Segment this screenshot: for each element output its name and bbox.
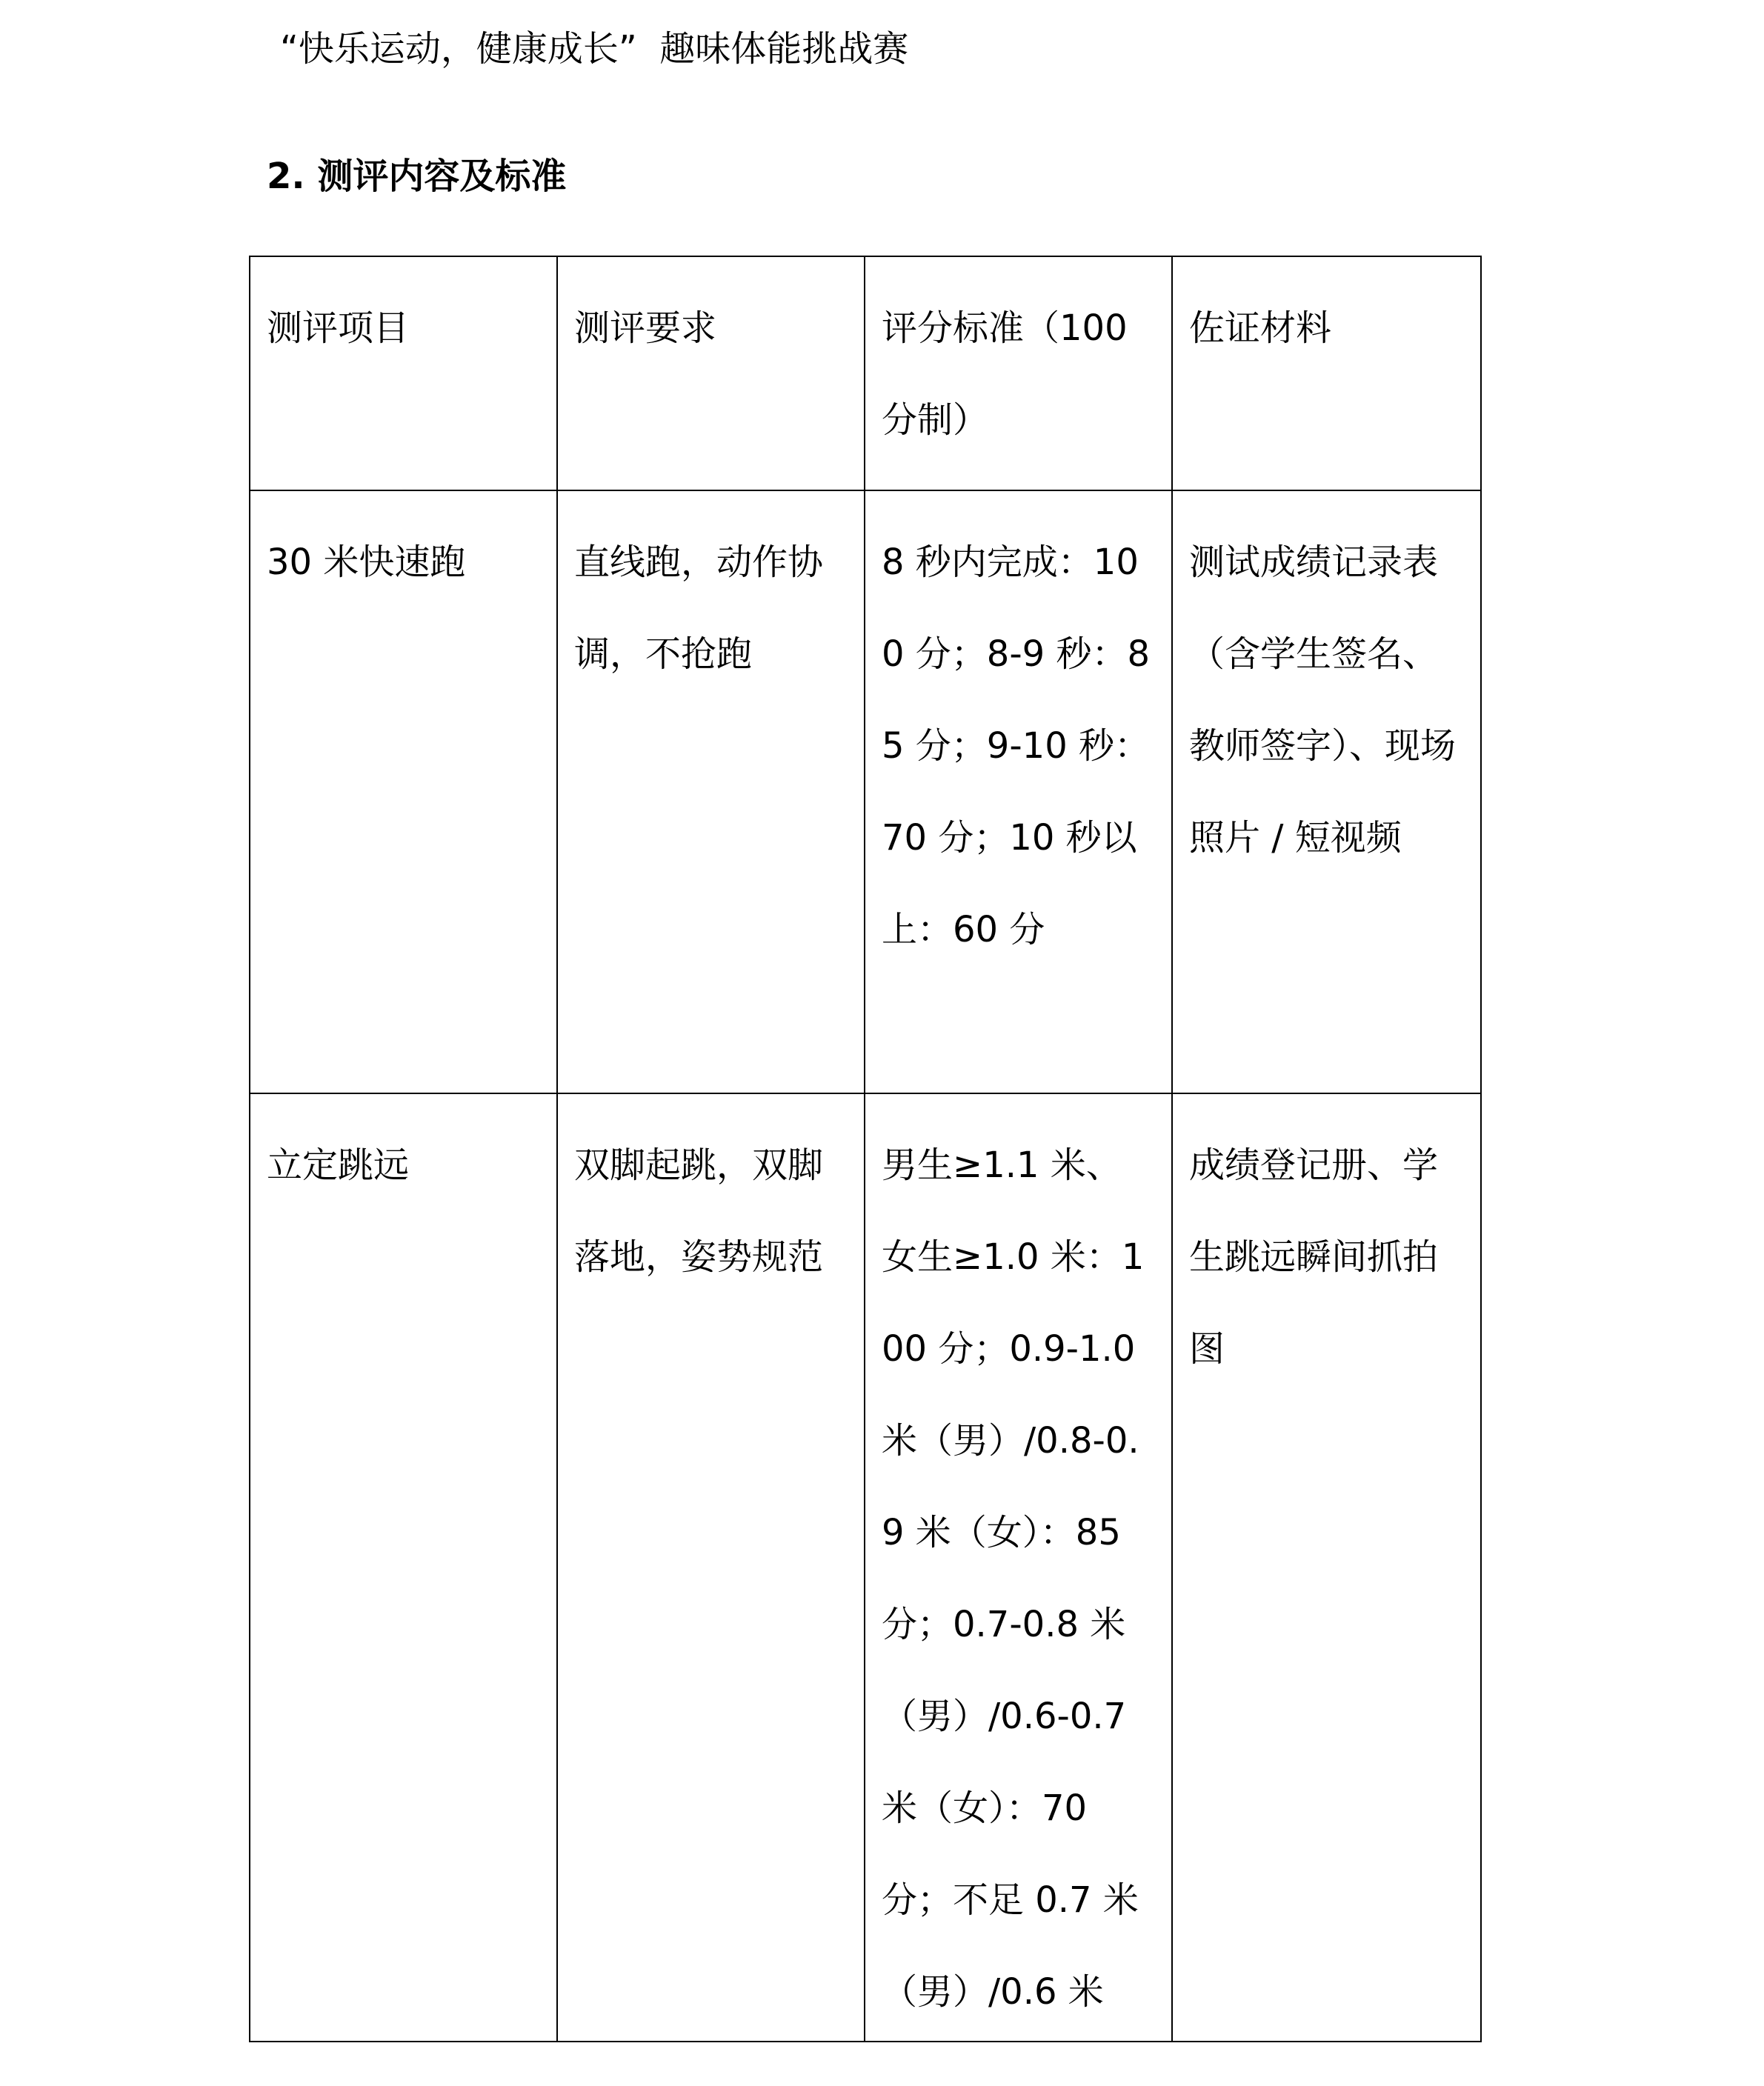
document-title: “快乐运动，健康成长” 趣味体能挑战赛 bbox=[280, 28, 909, 70]
cell-scoring: 男生≥1.1 米、女生≥1.0 米：100 分；0.9-1.0 米（男）/0.8-0.9 米（女）：85 分；0.7-0.8 米（男）/0.6-0.7 米（女）：70 分；不足 0.7 米（男）/0.6 米 bbox=[865, 1093, 1172, 2042]
table-header-row bbox=[250, 256, 1481, 490]
cell-evidence: 成绩登记册、学生跳远瞬间抓拍图 bbox=[1172, 1093, 1481, 2042]
header-cell-scoring: 评分标准（100分制） bbox=[865, 256, 1172, 490]
table-row bbox=[250, 490, 1481, 1093]
cell-item: 30 米快速跑 bbox=[250, 490, 557, 1093]
cell-item: 立定跳远 bbox=[250, 1093, 557, 2042]
header-cell-evidence: 佐证材料 bbox=[1172, 256, 1481, 490]
evaluation-table bbox=[249, 256, 1482, 2042]
section-heading: 2. 测评内容及标准 bbox=[267, 156, 567, 197]
cell-requirement: 双脚起跳，双脚落地，姿势规范 bbox=[557, 1093, 865, 2042]
table-row bbox=[250, 1093, 1481, 2042]
cell-scoring: 8 秒内完成：100 分；8-9 秒：85 分；9-10 秒：70 分；10 秒以上：60 分 bbox=[865, 490, 1172, 1093]
header-cell-item: 测评项目 bbox=[250, 256, 557, 490]
cell-requirement: 直线跑，动作协调，不抢跑 bbox=[557, 490, 865, 1093]
cell-evidence: 测试成绩记录表（含学生签名、教师签字）、现场照片 / 短视频 bbox=[1172, 490, 1481, 1093]
header-cell-requirement: 测评要求 bbox=[557, 256, 865, 490]
